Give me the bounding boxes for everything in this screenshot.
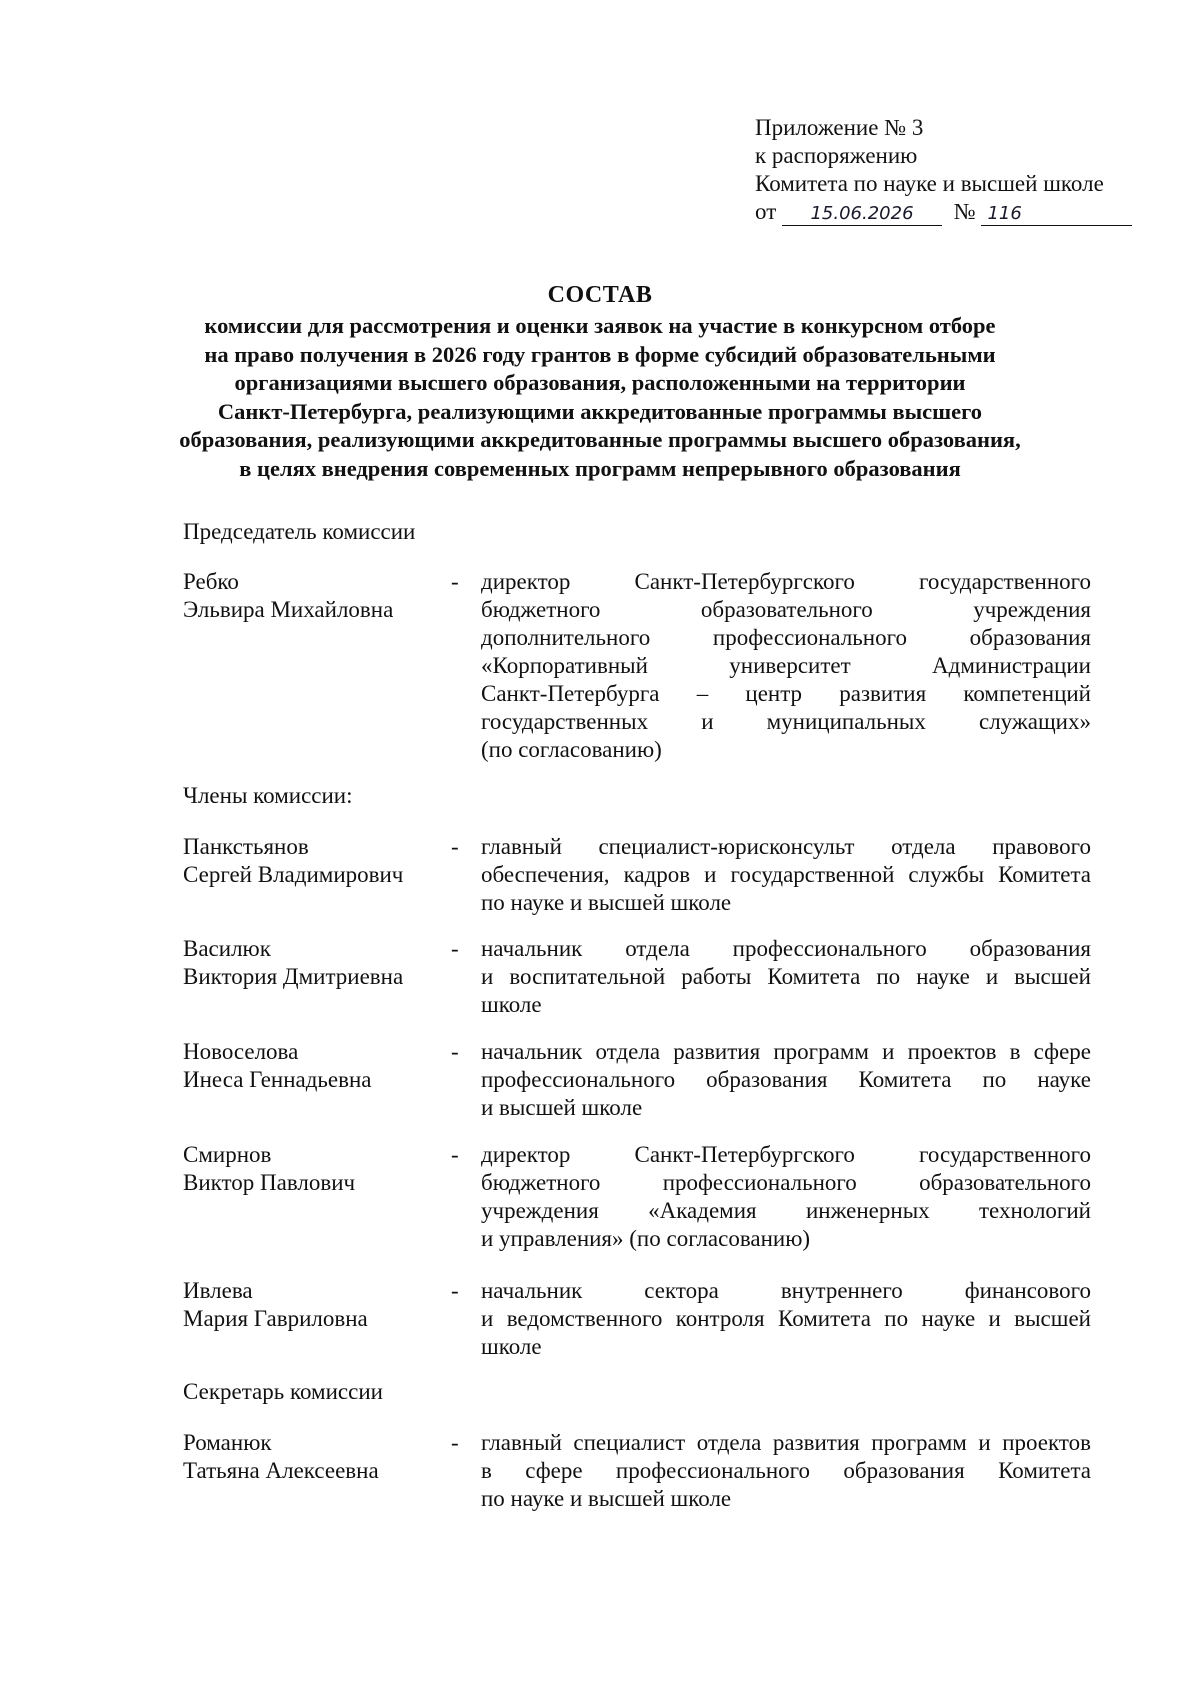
dash-separator: - xyxy=(451,1039,459,1064)
description-line: по науке и высшей школе xyxy=(481,890,732,915)
description-line: начальник отдела развития программ и проектов в сфере xyxy=(481,1039,1091,1064)
description-line: главный специалист-юрисконсульт отдела правового xyxy=(481,834,1091,859)
position-description xyxy=(481,833,1091,917)
surname: Василюк xyxy=(183,936,271,961)
surname: Ивлева xyxy=(183,1278,253,1303)
dash-separator: - xyxy=(451,1430,459,1455)
annex-date-number-line xyxy=(755,198,1175,226)
title-line: Санкт-Петербурга, реализующими аккредитованные программы высшего xyxy=(217,398,983,424)
handwritten-date: 15.06.2026 xyxy=(782,203,942,226)
annex-line-3: Комитета по науке и высшей школе xyxy=(755,171,1104,196)
description-line: главный специалист отдела развития программ и проектов xyxy=(481,1430,1091,1455)
person-name xyxy=(183,1141,443,1197)
position-description xyxy=(481,1277,1091,1361)
surname: Романюк xyxy=(183,1430,272,1455)
dash-separator: - xyxy=(451,936,459,961)
title-line: в целях внедрения современных программ непрерывного образования xyxy=(239,455,961,481)
given-name: Татьяна Алексеевна xyxy=(183,1458,379,1483)
person-name xyxy=(183,1038,443,1094)
surname: Панкстьянов xyxy=(183,834,309,859)
number-prefix: № xyxy=(953,199,976,224)
position-description xyxy=(481,1429,1091,1513)
surname: Ребко xyxy=(183,569,239,594)
description-line: по науке и высшей школе xyxy=(481,1486,732,1511)
description-line: (по согласованию) xyxy=(481,737,662,762)
person-name xyxy=(183,833,443,889)
given-name: Эльвира Михайловна xyxy=(183,597,394,622)
description-line: «Корпоративный университет Администрации xyxy=(481,653,1091,678)
description-line: начальник отдела профессионального образования xyxy=(481,936,1091,961)
description-line: и управления» (по согласованию) xyxy=(481,1226,811,1251)
description-line: государственных и муниципальных служащих» xyxy=(481,709,1091,734)
dash-separator: - xyxy=(451,834,459,859)
section-chair-heading: Председатель комиссии xyxy=(183,519,416,544)
description-line: бюджетного образовательного учреждения xyxy=(481,597,1091,622)
description-line: и воспитательной работы Комитета по науке и высшей xyxy=(481,964,1091,989)
description-line: в сфере профессионального образования Комитета xyxy=(481,1458,1091,1483)
position-description xyxy=(481,568,1091,764)
dash-separator: - xyxy=(451,569,459,594)
description-line: директор Санкт-Петербургского государственного xyxy=(481,569,1091,594)
title-heading: СОСТАВ xyxy=(547,282,653,308)
description-line: бюджетного профессионального образовательного xyxy=(481,1170,1091,1195)
person-name xyxy=(183,1429,443,1485)
description-line: обеспечения, кадров и государственной службы Комитета xyxy=(481,862,1091,887)
dash-separator: - xyxy=(451,1278,459,1303)
description-line: начальник сектора внутреннего финансового xyxy=(481,1278,1091,1303)
description-line: дополнительного профессионального образования xyxy=(481,625,1091,650)
document-title xyxy=(140,280,1060,483)
given-name: Мария Гавриловна xyxy=(183,1306,368,1331)
surname: Новоселова xyxy=(183,1039,299,1064)
handwritten-number: 116 xyxy=(981,203,1132,226)
title-line: организациями высшего образования, расположенными на территории xyxy=(234,370,966,395)
section-secretary-heading: Секретарь комиссии xyxy=(183,1379,383,1404)
given-name: Сергей Владимирович xyxy=(183,862,404,887)
description-line: школе xyxy=(481,992,542,1017)
description-line: школе xyxy=(481,1334,542,1359)
title-line: комиссии для рассмотрения и оценки заявок на участие в конкурсном отборе xyxy=(204,313,996,338)
surname: Смирнов xyxy=(183,1142,272,1167)
person-name xyxy=(183,1277,443,1333)
position-description xyxy=(481,1141,1091,1253)
given-name: Инеса Геннадьевна xyxy=(183,1067,372,1092)
position-description xyxy=(481,1038,1091,1122)
title-line: на право получения в 2026 году грантов в форме субсидий образовательными xyxy=(204,341,996,367)
description-line: профессионального образования Комитета по науке xyxy=(481,1067,1091,1092)
section-members-heading: Члены комиссии: xyxy=(183,783,353,808)
person-name xyxy=(183,935,443,991)
title-line: образования, реализующими аккредитованные программы высшего образования, xyxy=(179,427,1021,452)
annex-line-2: к распоряжению xyxy=(755,143,918,168)
dash-separator: - xyxy=(451,1142,459,1167)
date-prefix: от xyxy=(755,199,777,224)
position-description xyxy=(481,935,1091,1019)
annex-block xyxy=(755,114,1175,226)
description-line: Санкт-Петербурга – центр развития компетенций xyxy=(481,681,1091,706)
person-name xyxy=(183,568,443,624)
description-line: и высшей школе xyxy=(481,1095,643,1120)
description-line: и ведомственного контроля Комитета по науке и высшей xyxy=(481,1306,1091,1331)
description-line: директор Санкт-Петербургского государственного xyxy=(481,1142,1091,1167)
description-line: учреждения «Академия инженерных технологий xyxy=(481,1198,1091,1223)
given-name: Виктория Дмитриевна xyxy=(183,964,404,989)
annex-line-1: Приложение № 3 xyxy=(755,115,924,140)
given-name: Виктор Павлович xyxy=(183,1170,356,1195)
